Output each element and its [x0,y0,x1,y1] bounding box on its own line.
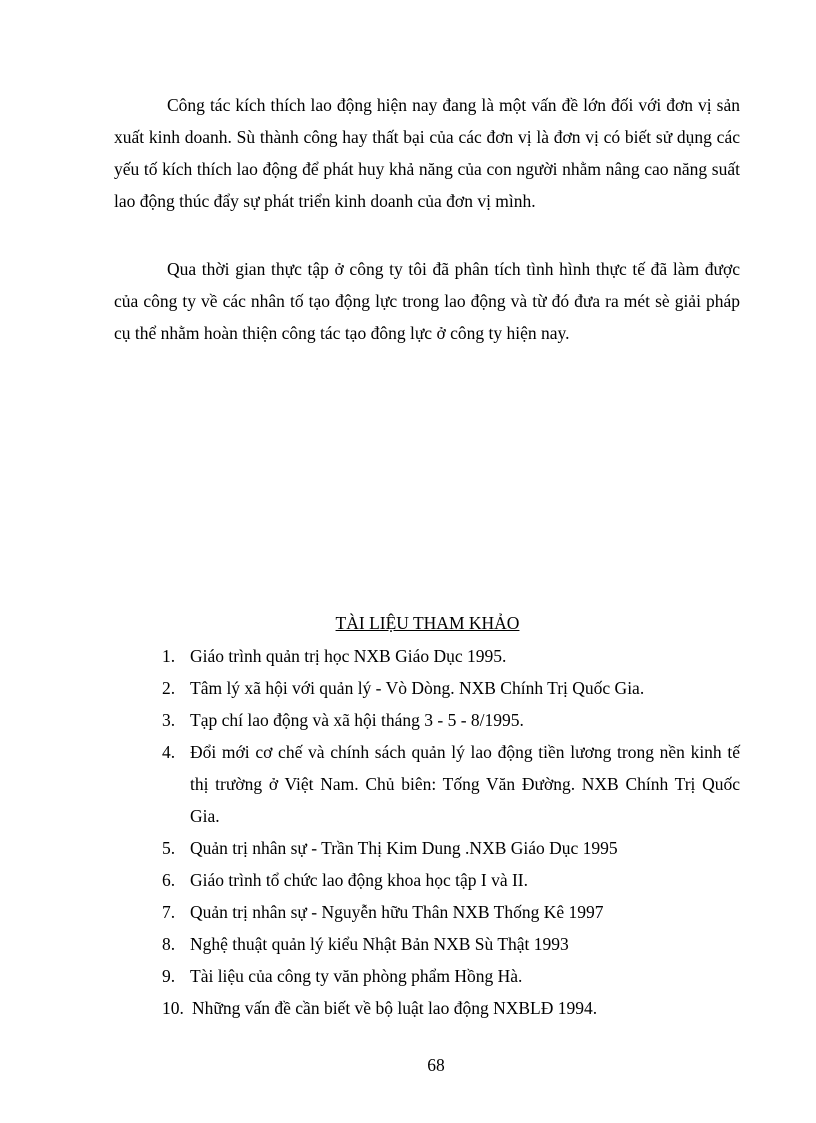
reference-text: Quản trị nhân sự - Nguyễn hữu Thân NXB Thống Kê 1997 [190,902,604,922]
reference-text: Tâm lý xã hội với quản lý - Vò Dòng. NXB Chính Trị Quốc Gia. [190,678,645,698]
reference-item-10 [162,992,740,1024]
reference-text: Những vấn đề cần biết về bộ luật lao động NXBLĐ 1994. [192,998,598,1018]
reference-text: Giáo trình quản trị học NXB Giáo Dục 1995. [190,646,507,666]
references-list [162,640,740,1024]
reference-text: Nghệ thuật quản lý kiểu Nhật Bản NXB Sù Thật 1993 [190,934,569,954]
reference-number: 3. [162,710,176,730]
reference-item-7 [162,896,740,928]
reference-item-6 [162,864,740,896]
reference-number: 5. [162,838,176,858]
reference-number: 10. [162,998,184,1018]
body-paragraph-2: Qua thời gian thực tập ở công ty tôi đã phân tích tình hình thực tế đã làm được của công ty về các nhân tố tạo động lực trong lao động và từ đó đưa ra mét sè giải pháp cụ thể nhằm hoàn thiện công tác tạo đông lực ở công ty hiện nay. [114,259,740,343]
references-heading: TÀI LIỆU THAM KHẢO [335,613,520,633]
reference-item-5 [162,832,740,864]
reference-text: Giáo trình tổ chức lao động khoa học tập I và II. [190,870,528,890]
reference-number: 8. [162,934,176,954]
reference-number: 4. [162,742,176,762]
reference-number: 6. [162,870,176,890]
reference-item-4 [162,736,740,832]
reference-text: Đổi mới cơ chế và chính sách quản lý lao động tiền lương trong nền kinh tế thị trường ở Việt Nam. Chủ biên: Tống Văn Đường. NXB Chính Trị Quốc Gia. [190,742,740,826]
reference-number: 1. [162,646,176,666]
reference-number: 9. [162,966,176,986]
reference-number: 2. [162,678,176,698]
reference-item-8 [162,928,740,960]
reference-number: 7. [162,902,176,922]
reference-text: Tài liệu của công ty văn phòng phẩm Hồng Hà. [190,966,523,986]
reference-item-9 [162,960,740,992]
reference-item-2 [162,672,740,704]
page-number: 68 [427,1055,445,1075]
body-paragraph-1: Công tác kích thích lao động hiện nay đang là một vấn đề lớn đối với đơn vị sản xuất kinh doanh. Sù thành công hay thất bại của các đơn vị là đơn vị có biết sử dụng các yếu tố kích thích lao động để phát huy khả năng của con người nhằm nâng cao năng suất lao động thúc đẩy sự phát triển kinh doanh của đơn vị mình. [114,95,740,211]
reference-text: Quản trị nhân sự - Trần Thị Kim Dung .NXB Giáo Dục 1995 [190,838,618,858]
reference-item-3 [162,704,740,736]
reference-item-1 [162,640,740,672]
reference-text: Tạp chí lao động và xã hội tháng 3 - 5 - 8/1995. [190,710,524,730]
